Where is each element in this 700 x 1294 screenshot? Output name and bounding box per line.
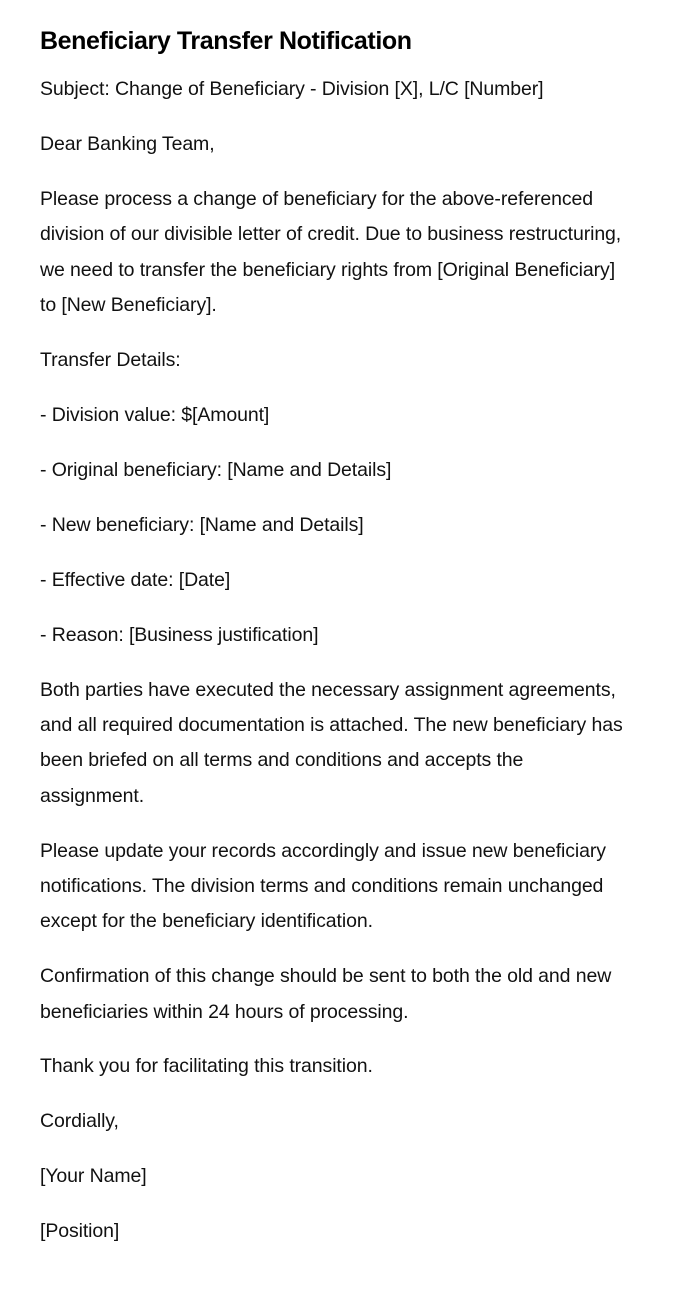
- signature-name: [Your Name]: [40, 1165, 147, 1188]
- detail-item: - Effective date: [Date]: [40, 568, 231, 591]
- body-paragraph: Both parties have executed the necessary assignment agreements, and all required documentation is attached. The new beneficiary has been briefed on all terms and conditions and accepts the assignment.: [40, 678, 623, 807]
- detail-item: - Division value: $[Amount]: [40, 403, 270, 426]
- body-paragraph: Please update your records accordingly and issue new beneficiary notifications. The division terms and conditions remain unchanged except for the beneficiary identification.: [40, 839, 606, 933]
- document-title: Beneficiary Transfer Notification: [40, 27, 412, 55]
- body-paragraph: Thank you for facilitating this transition.: [40, 1055, 373, 1078]
- subject-line: Subject: Change of Beneficiary - Division [X], L/C [Number]: [40, 78, 544, 100]
- details-heading: Transfer Details:: [40, 348, 181, 371]
- greeting: Dear Banking Team,: [40, 132, 215, 155]
- detail-item: - Original beneficiary: [Name and Details]: [40, 458, 392, 481]
- intro-paragraph: Please process a change of beneficiary for the above-referenced division of our divisible letter of credit. Due to business restructuring, we need to transfer the beneficiary rights from [Original Beneficiary] to [New Beneficiary].: [40, 187, 622, 316]
- body-paragraph: Confirmation of this change should be sent to both the old and new beneficiaries within 24 hours of processing.: [40, 965, 612, 1023]
- detail-item: - Reason: [Business justification]: [40, 623, 319, 646]
- detail-item: - New beneficiary: [Name and Details]: [40, 513, 364, 536]
- closing: Cordially,: [40, 1110, 119, 1133]
- signature-position: [Position]: [40, 1220, 120, 1243]
